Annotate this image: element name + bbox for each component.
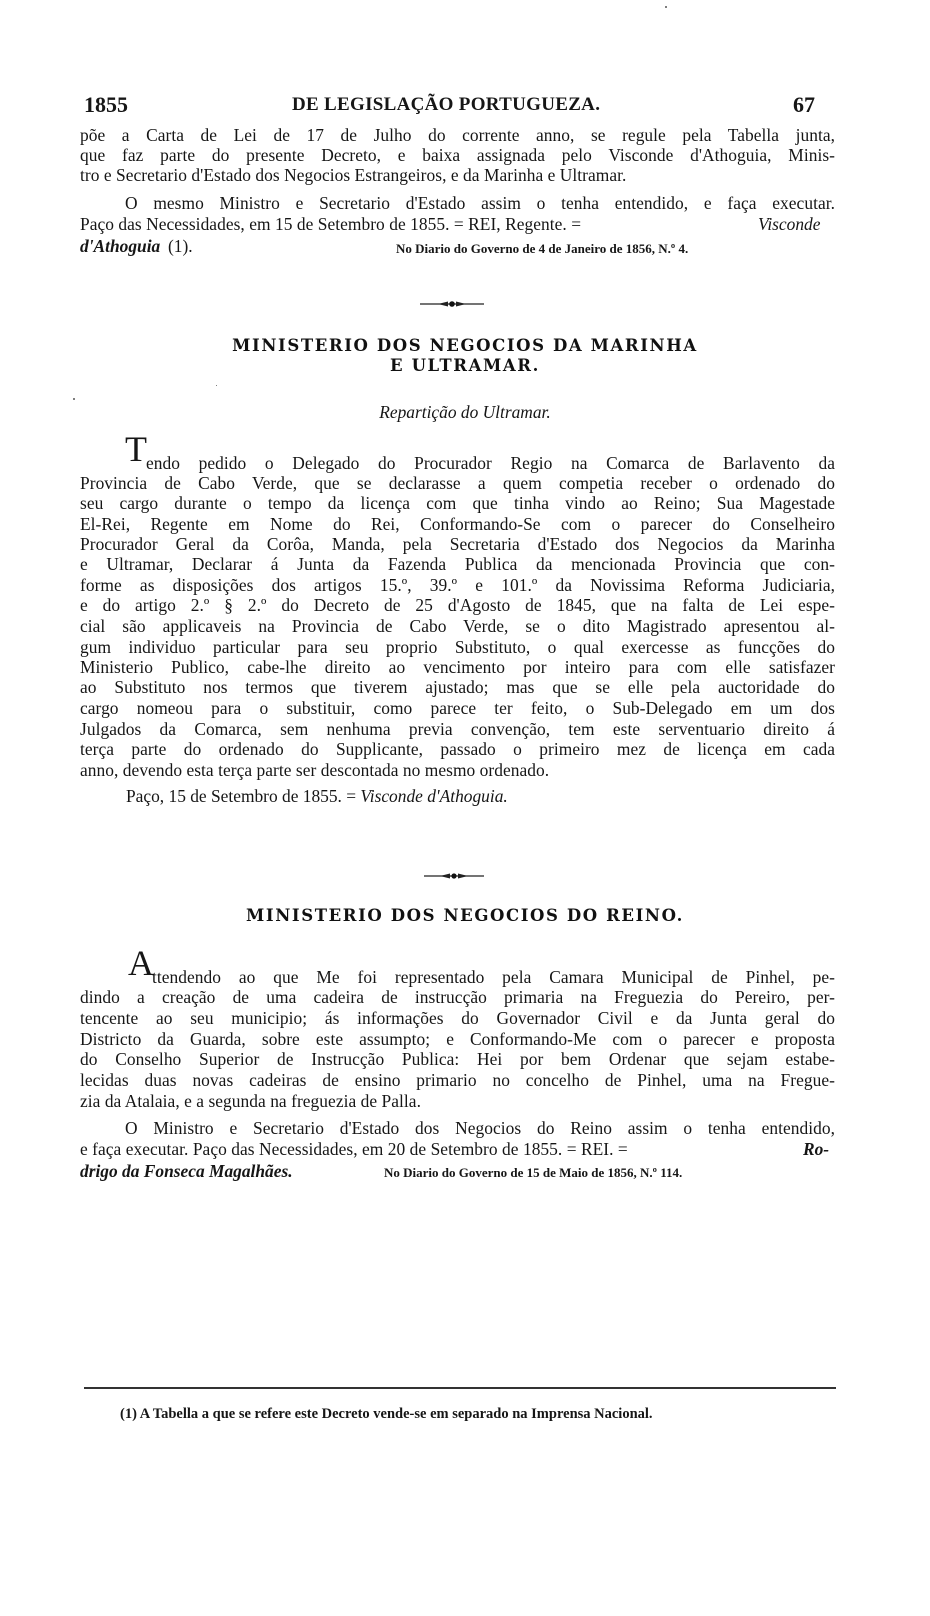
drop-cap: T bbox=[125, 429, 147, 469]
text-line: e Ultramar, Declarar á Junta da Fazenda Publica da mencionada Provincia que con- bbox=[80, 554, 835, 574]
text-line: põe a Carta de Lei de 17 de Julho do corrente anno, se regule pela Tabella junta, bbox=[80, 125, 835, 145]
footnote-reference[interactable]: (1). bbox=[168, 236, 193, 256]
text-line: do Conselho Superior de Instrucção Publica: Hei por bem Ordenar que sejam estabe- bbox=[80, 1049, 835, 1069]
fleuron-ornament bbox=[424, 872, 484, 880]
citation: No Diario do Governo de 4 de Janeiro de 1856, N.º 4. bbox=[396, 241, 689, 256]
text-line: tro e Secretario d'Estado dos Negocios Estrangeiros, e da Marinha e Ultramar. bbox=[80, 165, 627, 185]
fleuron-ornament bbox=[420, 300, 484, 308]
text-line: seu cargo durante o tempo da licença com que tinha vindo ao Reino; Sua Magestade bbox=[80, 493, 835, 513]
date-text: Paço, 15 de Setembro de 1855. = bbox=[126, 786, 357, 806]
text-line: endo pedido o Delegado do Procurador Regio na Comarca de Barlavento da bbox=[146, 453, 835, 473]
text-line: forme as disposições dos artigos 15.º, 39.º e 101.º da Novissima Reforma Judiciaria, bbox=[80, 575, 835, 595]
text-line: Ministerio Publico, cabe-lhe direito ao vencimento por inteiro para com elle satisfazer bbox=[80, 657, 835, 677]
section-title: E ULTRAMAR. bbox=[390, 356, 540, 375]
citation: No Diario do Governo de 15 de Maio de 1856, N.º 114. bbox=[384, 1165, 683, 1180]
signatory: d'Athoguia bbox=[80, 236, 161, 256]
section-title: MINISTERIO DOS NEGOCIOS DA MARINHA bbox=[232, 336, 698, 355]
scan-speck bbox=[216, 385, 217, 386]
text-line: cial são applicaveis na Provincia de Cabo Verde, se o dito Magistrado apresentou al- bbox=[80, 616, 835, 636]
text-line: e do artigo 2.º § 2.º do Decreto de 25 d'Agosto de 1845, que na falta de Lei espe- bbox=[80, 595, 835, 615]
footnote: (1) A Tabella a que se refere este Decreto vende-se em separado na Imprensa Nacional. bbox=[120, 1406, 653, 1422]
scan-speck bbox=[73, 398, 75, 400]
footnote-rule bbox=[84, 1387, 836, 1389]
text-line: Julgados da Comarca, sem nenhuma previa convenção, tem este serventuario direito á bbox=[80, 719, 835, 739]
drop-cap: A bbox=[128, 943, 154, 983]
text-line: zia da Atalaia, e a segunda na freguezia de Palla. bbox=[80, 1091, 421, 1111]
closing-line: O Ministro e Secretario d'Estado dos Negocios do Reino assim o tenha entendido, bbox=[125, 1118, 835, 1138]
text-line: Procurador Geral da Corôa, Manda, pela Secretaria d'Estado dos Negocios da Marinha bbox=[80, 534, 835, 554]
header-year: 1855 bbox=[84, 92, 128, 117]
text-line: lecidas duas novas cadeiras de ensino primario no concelho de Pinhel, uma na Fregue- bbox=[80, 1070, 835, 1090]
closing-line: O mesmo Ministro e Secretario d'Estado assim o tenha entendido, e faça executar. bbox=[125, 193, 835, 213]
signatory: drigo da Fonseca Magalhães. bbox=[80, 1161, 293, 1181]
text-line: gum individuo particular para seu proprio Substituto, o qual exercesse as funcções do bbox=[80, 637, 835, 657]
date-line: Paço das Necessidades, em 15 de Setembro de 1855. = REI, Regente. = bbox=[80, 214, 582, 234]
text-line: tencente ao seu municipio; ás informações do Governador Civil e da Junta geral do bbox=[80, 1008, 835, 1028]
text-line: ao Substituto nos termos que tiverem ajustado; mas que se elle pela auctoridade do bbox=[80, 677, 835, 697]
signatory: Visconde bbox=[758, 214, 821, 234]
text-line: Districto da Guarda, sobre este assumpto; e Conformando-Me com o parecer e proposta bbox=[80, 1029, 835, 1049]
scan-speck bbox=[665, 6, 667, 8]
text-line: ttendendo ao que Me foi representado pela Camara Municipal de Pinhel, pe- bbox=[152, 967, 835, 987]
text-line: terça parte do ordenado do Supplicante, passado o primeiro mez de licença em cada bbox=[80, 739, 835, 759]
date-line: e faça executar. Paço das Necessidades, em 20 de Setembro de 1855. = REI. = bbox=[80, 1139, 628, 1159]
signatory: Visconde d'Athoguia. bbox=[360, 786, 508, 806]
section-title: MINISTERIO DOS NEGOCIOS DO REINO. bbox=[246, 906, 684, 925]
section-subtitle: Repartição do Ultramar. bbox=[379, 402, 551, 422]
text-line: El-Rei, Regente em Nome do Rei, Conformando-Se com o parecer do Conselheiro bbox=[80, 514, 835, 534]
date-line bbox=[126, 787, 508, 806]
text-line: Provincia de Cabo Verde, que se declarasse a quem competia receber o ordenado do bbox=[80, 473, 835, 493]
text-line: anno, devendo esta terça parte ser descontada no mesmo ordenado. bbox=[80, 760, 550, 780]
signatory: Ro- bbox=[803, 1139, 830, 1159]
text-line: cargo nomeou para o substituir, como parece ter feito, o Sub-Delegado em um dos bbox=[80, 698, 835, 718]
page-number: 67 bbox=[793, 92, 815, 117]
text-line: que faz parte do presente Decreto, e baixa assignada pelo Visconde d'Athoguia, Minis- bbox=[80, 145, 835, 165]
header-title: DE LEGISLAÇÃO PORTUGUEZA. bbox=[292, 94, 601, 115]
text-line: dindo a creação de uma cadeira de instrucção primaria na Freguezia do Pereiro, per- bbox=[80, 987, 835, 1007]
